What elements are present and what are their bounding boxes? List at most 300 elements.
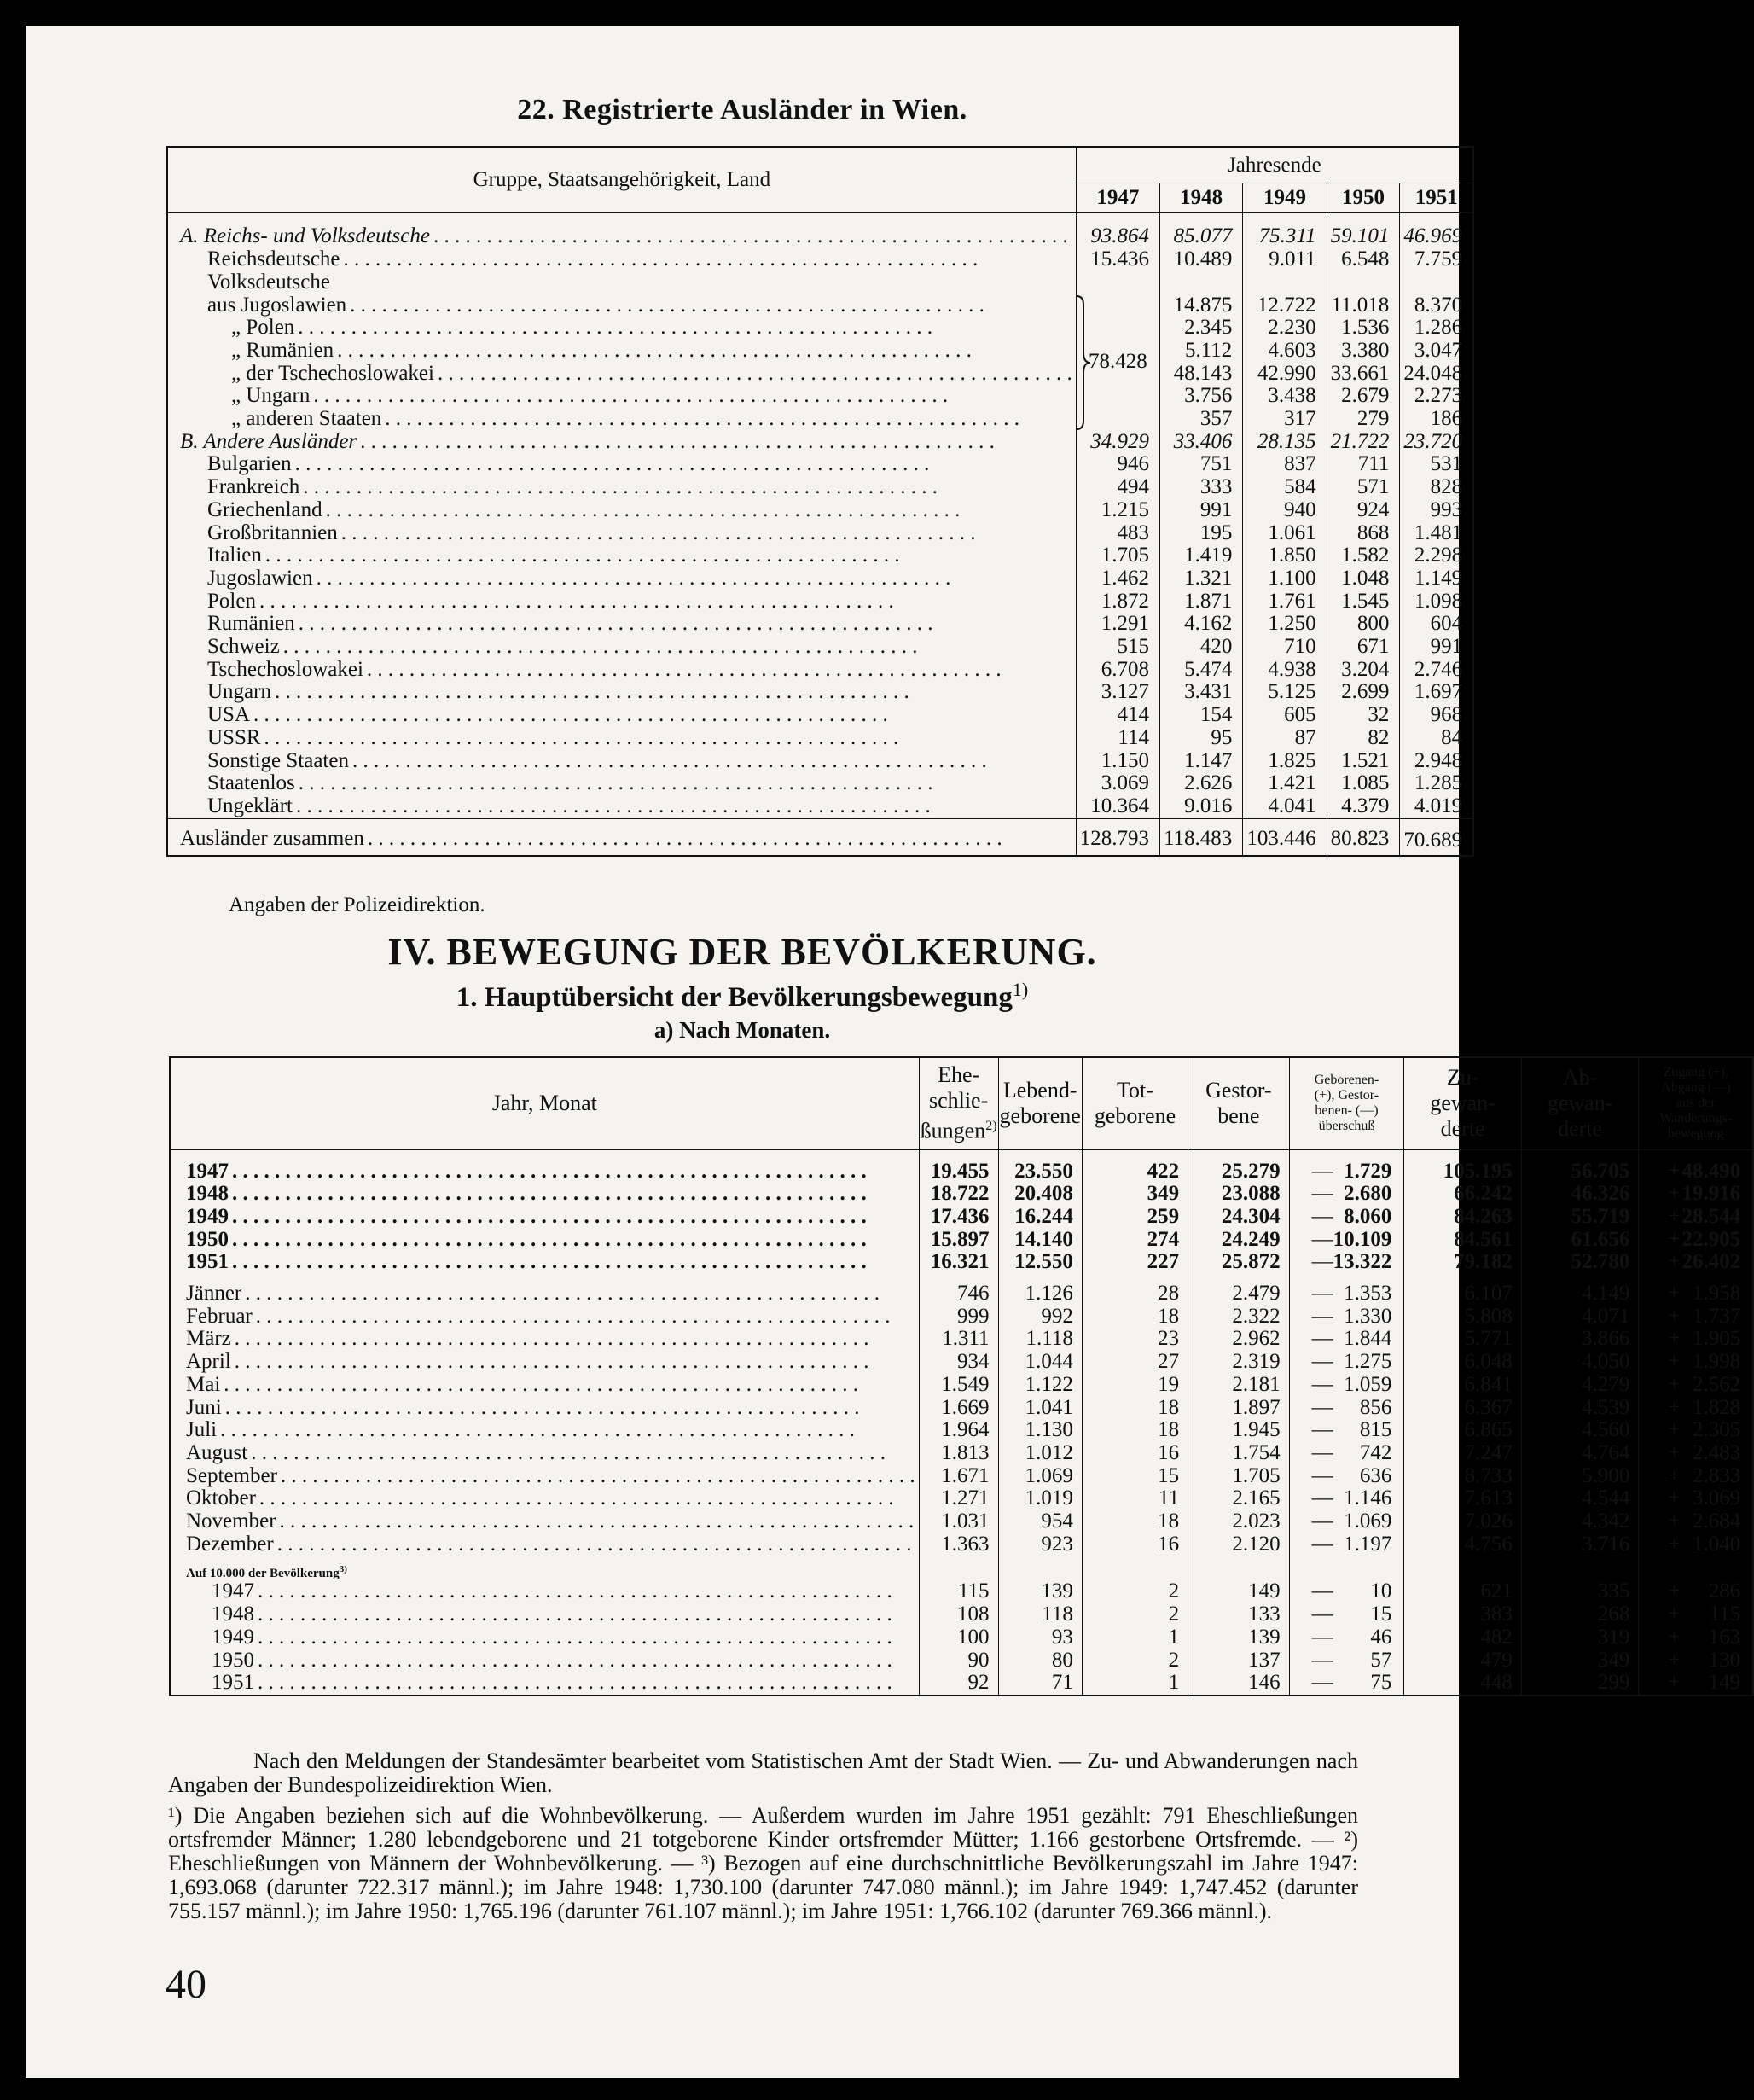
row-per-abgew: 349 [1521,1649,1639,1672]
row-country [167,590,1473,614]
row-month-value: 1.012 [998,1442,1082,1465]
row-per-value: 149 [1188,1580,1289,1603]
row-per-value: 100 [919,1626,998,1649]
row-year-saldo [1289,1206,1404,1229]
row-country-label-wrap [207,590,1072,614]
row-year-value: 20.408 [998,1183,1082,1206]
row-per-zugew: 383 [1404,1603,1522,1626]
row-country-label-wrap [207,522,1072,545]
volksdeutsche-sub-label-leader [337,340,1072,363]
row-per-zugew: 621 [1404,1580,1522,1603]
row-per-label-wrap [212,1603,915,1626]
row-month-saldo-wrap [1293,1283,1401,1306]
row-group-b-label [167,431,1076,454]
row-group-a-value: 46.969 [1400,213,1473,248]
row-group-b-value: 23.720 [1400,431,1473,454]
row-reichsdeutsche-label-wrap [207,248,1072,271]
row-year-saldo-value: 8.060 [1344,1204,1392,1228]
row-per-wander-wrap [1642,1626,1749,1649]
row-month-saldo-wrap [1293,1487,1401,1510]
year-header: 1949 [1243,183,1327,213]
section-subsubtitle: a) Nach Monaten. [653,1017,831,1043]
row-per-label-text: 1951 [212,1671,254,1695]
volksdeutsche-sub-value: 3.047 [1400,340,1473,363]
hdr-wander: Zugang (+), Abgang (—) aus der Wanderungs-bewegung [1639,1057,1753,1149]
hdr-gestor: Gestor-bene [1188,1057,1289,1149]
row-month [170,1510,1753,1533]
row-month-value: 1.041 [998,1397,1082,1420]
row-month-abgew: 4.149 [1521,1274,1639,1306]
row-total [167,818,1473,856]
row-month-wander-wrap [1642,1328,1749,1351]
row-country-label-leader [275,681,1072,704]
volksdeutsche-sub-value: 2.679 [1327,385,1400,408]
row-month-saldo [1289,1487,1404,1510]
row-month-label-leader [259,1487,915,1510]
plus-sign: + [1668,1372,1681,1396]
row-year-zugew: 84.561 [1404,1229,1522,1252]
minus-sign: — [1311,1625,1333,1649]
row-month-zugew: 5.808 [1404,1306,1522,1329]
row-reichsdeutsche-value: 10.489 [1159,248,1242,271]
empty-cell [1289,1556,1404,1580]
row-per-saldo [1289,1580,1404,1603]
row-per-wander [1639,1649,1753,1672]
volksdeutsche-sub-value: 48.143 [1159,363,1242,386]
row-month-label-wrap [186,1351,915,1374]
row-year-value: 16.321 [919,1251,998,1274]
row-per [170,1649,1753,1672]
row-month-abgew: 4.050 [1521,1351,1639,1374]
volksdeutsche-sub-label-leader [385,408,1072,431]
row-month-value: 1.813 [919,1442,998,1465]
row-country-label-text: Sonstige Staaten [207,748,349,772]
row-per-value: 146 [1188,1672,1289,1696]
page-number: 40 [166,1962,206,2007]
row-month-label-wrap [186,1374,915,1397]
row-year [170,1149,1753,1183]
row-country-value: 604 [1400,613,1473,636]
row-per-wander [1639,1580,1753,1603]
total-value: 118.483 [1159,818,1242,856]
row-country-value: 1.697 [1400,681,1473,704]
row-year-value: 17.436 [919,1206,998,1229]
row-year [170,1183,1753,1206]
row-month-label-wrap [186,1397,915,1420]
row-month-abgew: 3.716 [1521,1533,1639,1556]
plus-sign: + [1668,1671,1681,1695]
row-country-label-wrap [207,613,1072,636]
row-country [167,750,1473,773]
row-country-label-leader [341,522,1072,545]
row-year-value: 259 [1082,1206,1188,1229]
row-month-saldo-value: 1.275 [1344,1350,1392,1374]
minus-sign: — [1311,1372,1333,1396]
row-year-zugew: 105.195 [1404,1149,1522,1183]
empty-cell [1327,271,1400,294]
row-month [170,1374,1753,1397]
row-month-abgew: 4.279 [1521,1374,1639,1397]
row-month-value: 1.549 [919,1374,998,1397]
row-per-wander-wrap [1642,1603,1749,1626]
row-country-label-leader [265,544,1072,567]
minus-sign: — [1311,1204,1333,1228]
row-month-wander-value: 2.305 [1693,1418,1741,1442]
table22-title: 22. Registrierte Ausländer in Wien. [517,94,967,125]
row-year-zugew: 84.263 [1404,1206,1522,1229]
row-month-label-text: Jänner [186,1282,242,1306]
row-month-saldo-value: 636 [1359,1463,1392,1487]
row-country-value: 1.481 [1400,522,1473,545]
plus-sign: + [1668,1250,1681,1274]
row-month-wander-wrap [1642,1397,1749,1420]
row-country-value: 1.761 [1243,590,1327,614]
row-country [167,636,1473,659]
row-year-wander-wrap [1642,1229,1749,1252]
row-month-saldo-wrap [1293,1351,1401,1374]
row-country-label-text: Frankreich [207,475,300,499]
row-month-value: 2.319 [1188,1351,1289,1374]
plus-sign: + [1668,1159,1681,1183]
row-country-label-wrap [207,681,1072,704]
row-per-label-wrap [212,1580,915,1603]
row-per-value: 133 [1188,1603,1289,1626]
row-month-value: 1.754 [1188,1442,1289,1465]
plus-sign: + [1668,1440,1681,1464]
row-month-value: 746 [919,1274,998,1306]
row-year-wander [1639,1183,1753,1206]
row-country [167,704,1473,727]
empty-cell [998,1556,1082,1580]
row-country-label-text: Schweiz [207,635,280,659]
row-month-saldo [1289,1442,1404,1465]
volksdeutsche-sub-value: 14.875 [1159,294,1242,317]
row-month-zugew: 6.865 [1404,1419,1522,1442]
row-country-label-text: Griechenland [207,497,322,521]
row-month-saldo [1289,1397,1404,1420]
row-country-value: 1.872 [1101,589,1149,613]
row-month-value: 1.031 [919,1510,998,1533]
volksdeutsche-sub-label-leader [313,385,1072,408]
row-month-abgew: 4.544 [1521,1487,1639,1510]
row-country-label [167,636,1076,659]
row-month-value: 16 [1082,1442,1188,1465]
row-per-value: 92 [919,1672,998,1696]
row-per-wander-value: 149 [1708,1671,1741,1695]
row-country-value: 32 [1327,704,1400,727]
volksdeutsche-sub-label-leader [298,317,1072,340]
row-month-saldo [1289,1419,1404,1442]
volksdeutsche-sub-label-wrap [231,340,1072,363]
col-group-header: Gruppe, Staatsangehörigkeit, Land [167,147,1076,213]
row-month-abgew: 4.342 [1521,1510,1639,1533]
minus-sign: — [1311,1648,1333,1672]
row-year-saldo [1289,1229,1404,1252]
row-per-wander-value: 130 [1708,1648,1741,1672]
row-group-b-value: 33.406 [1159,431,1242,454]
plus-sign: + [1668,1182,1681,1206]
row-month-abgew: 5.900 [1521,1465,1639,1488]
row-month-wander [1639,1328,1753,1351]
row-month-saldo-wrap [1293,1533,1401,1556]
row-month-label [170,1328,919,1351]
row-month-label-leader [280,1510,915,1533]
row-group-b-value: 21.722 [1327,431,1400,454]
row-year-label-leader [232,1251,915,1274]
row-per-label-leader [258,1626,915,1649]
row-country-value: 946 [1117,452,1149,476]
total-label-wrap [180,828,1072,851]
row-month-label [170,1442,919,1465]
row-country-label-wrap [207,659,1072,682]
row-country-label [167,613,1076,636]
row-country-label [167,704,1076,727]
row-month-value: 1.964 [919,1419,998,1442]
row-per-label [170,1580,919,1603]
table-note: Nach den Meldungen der Standesämter bearbeitet vom Statistischen Amt der Stadt Wien. — Zu- und Abwanderungen nach Angaben der Bundespolizeidirektion Wien. [168,1748,1358,1797]
row-volksdeutsche-sub [167,294,1473,317]
row-month-value: 992 [998,1306,1082,1329]
row-month-label-text: Dezember [186,1532,274,1556]
row-year-wander-wrap [1642,1251,1749,1274]
row-year-label-text: 1947 [186,1159,229,1183]
row-country-value: 940 [1243,499,1327,522]
row-per-saldo-value: 75 [1370,1671,1392,1695]
row-country-label-leader [264,727,1072,750]
row-month-label-wrap [186,1465,915,1488]
volksdeutsche-combined-value: 78.428 [1088,350,1147,374]
row-month-wander-value: 1.828 [1693,1395,1741,1419]
row-month-label [170,1397,919,1420]
plus-sign: + [1668,1204,1681,1228]
row-month-value: 2.120 [1188,1533,1289,1556]
minus-sign: — [1311,1418,1333,1442]
volksdeutsche-sub-label [167,363,1076,386]
empty-cell [1521,1556,1639,1580]
row-country-label-leader [367,659,1072,682]
row-year-wander [1639,1206,1753,1229]
row-month-wander [1639,1442,1753,1465]
row-month-label-text: August [186,1440,248,1464]
row-country-value: 5.474 [1159,659,1242,682]
row-country-value: 483 [1117,521,1149,544]
row-per-wander-wrap [1642,1649,1749,1672]
row-month-value: 2.023 [1188,1510,1289,1533]
row-country-value: 968 [1400,704,1473,727]
row-country-label-wrap [207,727,1072,750]
row-year-value: 422 [1082,1149,1188,1183]
row-per-value: 1 [1082,1672,1188,1696]
row-volksdeutsche [167,271,1473,294]
hdr-jahr: Jahr, Monat [491,1091,597,1116]
row-country-label-wrap [207,704,1072,727]
row-month-zugew: 4.756 [1404,1533,1522,1556]
row-month-value: 1.311 [919,1328,998,1351]
row-country-label-wrap [207,453,1072,476]
row-country-value: 414 [1117,703,1149,727]
row-month-label-leader [277,1533,915,1556]
row-country-value: 6.708 [1101,657,1149,681]
row-group-a-value: 85.077 [1159,213,1242,248]
row-month-saldo [1289,1306,1404,1329]
row-month-value: 1.130 [998,1419,1082,1442]
row-country-label [167,772,1076,795]
row-per-saldo [1289,1672,1404,1696]
row-per-label-wrap [212,1626,915,1649]
row-year-wander [1639,1251,1753,1274]
row-per-label [170,1626,919,1649]
row-reichsdeutsche-label [167,248,1076,271]
row-month-value: 1.945 [1188,1419,1289,1442]
volksdeutsche-sub-value: 5.112 [1159,340,1242,363]
row-year-value: 18.722 [919,1183,998,1206]
volksdeutsche-sub-value: 317 [1243,408,1327,431]
row-country [167,659,1473,682]
row-month-wander-value: 1.998 [1693,1350,1741,1374]
row-year-label-leader [232,1229,915,1252]
row-month-saldo [1289,1533,1404,1556]
row-month-value: 1.669 [919,1397,998,1420]
row-month-abgew: 4.560 [1521,1419,1639,1442]
plus-sign: + [1668,1579,1681,1603]
row-per-saldo-wrap [1293,1626,1401,1649]
row-per-abgew: 299 [1521,1672,1639,1696]
row-year-label [170,1229,919,1252]
row-country-value: 837 [1243,453,1327,476]
row-per-value: 2 [1082,1649,1188,1672]
volksdeutsche-sub-label-leader [438,363,1072,386]
row-month-value: 934 [919,1351,998,1374]
row-year-label-wrap [186,1183,915,1206]
row-country-label-leader [296,795,1072,818]
row-country-label-leader [259,590,1072,614]
row-month-saldo [1289,1465,1404,1488]
row-year-label-wrap [186,1161,915,1184]
row-country-value: 2.699 [1327,681,1400,704]
row-country-value: 1.705 [1101,544,1149,567]
row-year-label-leader [232,1183,915,1206]
row-per-abgew: 335 [1521,1580,1639,1603]
volksdeutsche-sub-value: 4.603 [1243,340,1327,363]
row-month-label-leader [235,1328,915,1351]
row-per-value: 115 [919,1580,998,1603]
row-country-label-wrap [207,636,1072,659]
row-month [170,1306,1753,1329]
row-year-wander-value: 28.544 [1681,1204,1741,1228]
row-group-b-value: 34.929 [1090,429,1149,453]
section-subtitle-sup: 1) [1012,979,1029,1000]
row-month-label [170,1487,919,1510]
row-month-value: 999 [919,1306,998,1329]
row-country-label-text: Bulgarien [207,452,292,476]
row-country-label-text: Jugoslawien [207,566,313,590]
row-month-wander-wrap [1642,1442,1749,1465]
row-per-label-text: 1950 [212,1648,254,1672]
row-month-zugew: 6.367 [1404,1397,1522,1420]
row-month-wander [1639,1487,1753,1510]
row-country-value: 1.098 [1400,590,1473,614]
row-country-label-text: Ungeklärt [207,794,293,817]
row-month-wander [1639,1274,1753,1306]
row-country-label-text: USA [207,703,251,727]
row-per-wander-value: 163 [1708,1625,1741,1649]
row-country-value: 1.321 [1159,567,1242,590]
row-country-value: 671 [1327,636,1400,659]
row-country-value: 710 [1243,636,1327,659]
row-month-wander [1639,1374,1753,1397]
row-country-label-text: Großbritannien [207,521,338,544]
row-country-label [167,727,1076,750]
row-year-wander-wrap [1642,1206,1749,1229]
row-country-value: 4.938 [1243,659,1327,682]
row-reichsdeutsche [167,248,1473,271]
minus-sign: — [1311,1159,1333,1183]
section-title: IV. BEWEGUNG DER BEVÖLKERUNG. [387,931,1097,973]
row-month-label-wrap [186,1283,915,1306]
row-per-label [170,1649,919,1672]
volksdeutsche-sub-label-text: „ Rumänien [231,338,334,362]
row-month-label-leader [251,1442,915,1465]
row-month-saldo-value: 1.069 [1344,1510,1392,1533]
row-year-wander-value: 19.916 [1681,1182,1741,1206]
row-country-value: 84 [1400,727,1473,750]
row-per-value: 93 [998,1626,1082,1649]
row-per-wander-value: 115 [1709,1603,1741,1626]
plus-sign: + [1668,1532,1681,1556]
row-year-value: 25.279 [1188,1149,1289,1183]
row-month-value: 2.165 [1188,1487,1289,1510]
row-country-label [167,590,1076,614]
row-year-label-wrap [186,1251,915,1274]
row-country-value: 3.431 [1159,681,1242,704]
row-country [167,567,1473,590]
population-movement-table [169,1056,1754,1696]
row-month-value: 1.671 [919,1465,998,1488]
minus-sign: — [1311,1227,1333,1251]
row-country-value: 9.016 [1159,795,1242,818]
row-year-saldo-wrap [1293,1161,1401,1184]
row-per [170,1672,1753,1696]
row-country-label [167,499,1076,522]
row-year-value: 24.249 [1188,1229,1289,1252]
row-month-label-wrap [186,1510,915,1533]
row-country-value: 95 [1159,727,1242,750]
row-month-wander-value: 1.040 [1693,1532,1741,1556]
row-group-a-value: 93.864 [1090,224,1149,248]
row-year-value: 227 [1082,1251,1188,1274]
row-per-value: 2 [1082,1603,1188,1626]
row-country-value: 82 [1327,727,1400,750]
row-country [167,795,1473,818]
row-month-label-leader [281,1465,915,1488]
row-per-value: 1 [1082,1626,1188,1649]
row-per-label-text: 1947 [212,1579,254,1603]
year-header: 1950 [1327,183,1400,213]
row-country-value: 3.069 [1101,771,1149,795]
row-month-wander [1639,1306,1753,1329]
row-per-value: 118 [998,1603,1082,1626]
row-month-wander-value: 3.069 [1693,1486,1741,1510]
row-month-abgew: 3.866 [1521,1328,1639,1351]
row-country [167,476,1473,499]
volksdeutsche-sub-value: 357 [1159,408,1242,431]
row-month-value: 1.363 [919,1533,998,1556]
row-per-value: 139 [998,1580,1082,1603]
row-country-label-leader [253,704,1072,727]
row-country-value: 531 [1400,453,1473,476]
row-month-zugew: 7.247 [1404,1442,1522,1465]
row-month-wander-wrap [1642,1487,1749,1510]
